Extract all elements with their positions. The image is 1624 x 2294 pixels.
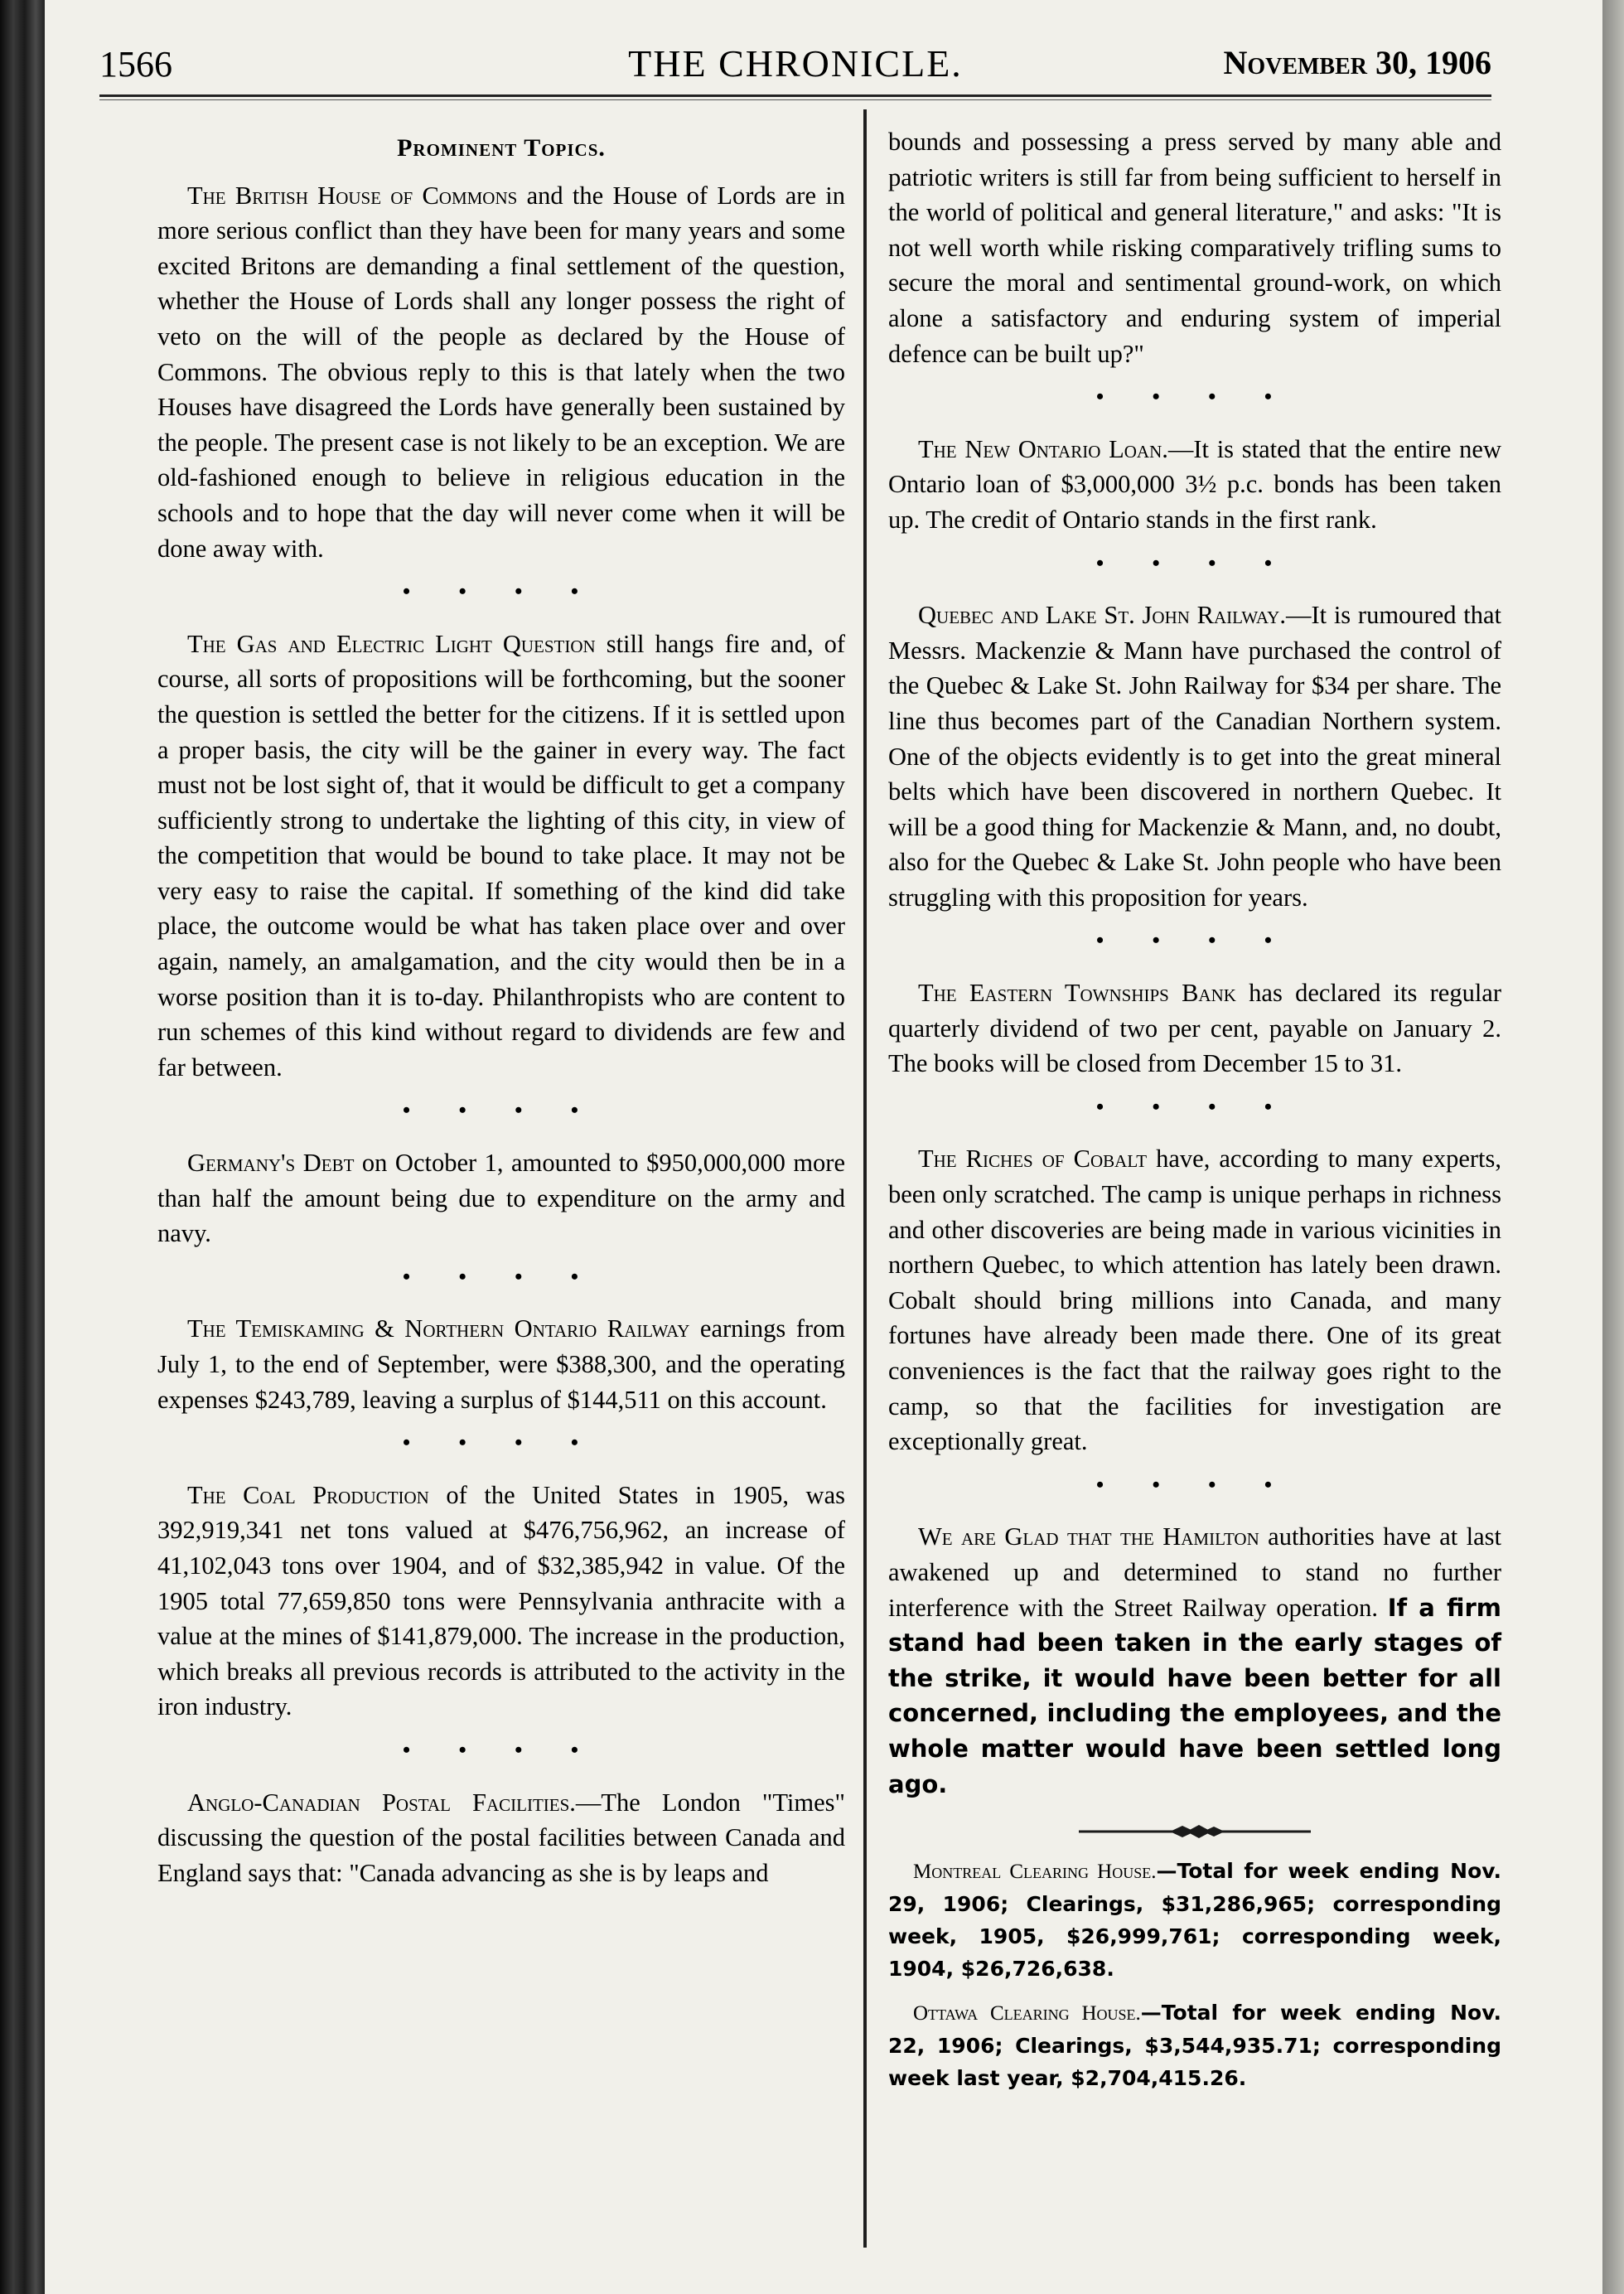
journal-title: THE CHRONICLE. <box>628 42 963 85</box>
article-eastern-townships-bank: The Eastern Townships Bank has declared its regular quarterly dividend of two per cent, payable on January 2. The books will be closed from December 15 to 31. <box>888 979 1502 1078</box>
article-germany-debt: Germany's Debt on October 1, amounted to $950,000,000 more than half the amount being due to expenditure on the army and navy. <box>157 1149 845 1248</box>
separator: • • • • <box>403 1098 600 1123</box>
article-postal-facilities-continued: bounds and possessing a press served by many able and patriotic writers is still far from being sufficient to herself in the world of political and general literature," and asks: "It is not well worth while risking comparatively trifling sums to secure the moral and sentimental ground-work, on which alone a satisfactory and enduring system of imperial defence can be built up?" <box>888 128 1501 368</box>
separator: • • • • <box>1096 1094 1293 1119</box>
article-coal-production: The Coal Production of the United States in 1905, was 392,919,341 net tons valued at $476,756,962, an increase of 41,102,043 tons over 1904, and of $32,385,942 in value. Of the 1905 total 77,659,850 tons were Pennsylvania anthracite with a value at the mines of $141,879,000. The increase in the production, which breaks all previous records is attributed to the activity in the iron industry. <box>157 1480 845 1721</box>
book-binding <box>0 0 45 2294</box>
page-header <box>99 36 1491 94</box>
left-column <box>157 124 845 1890</box>
section-title: Prominent Topics. <box>397 134 606 162</box>
separator: • • • • <box>403 1264 600 1289</box>
article-house-of-commons: The British House of Commons and the House of Lords are in more serious conflict than they have been for many years and some excited Britons are demanding a final settlement of the question, whether the House of Lords shall any longer possess the right of veto on the will of the people as declared by the House of Commons. The obvious reply to this is that lately when the two Houses have disagreed the Lords have generally been sustained by the people. The present case is not likely to be an exception. We are old-fashioned enough to believe in religious education in the schools and to hope that the day will never come when it will be done away with. <box>157 181 845 563</box>
issue-date: November 30, 1906 <box>1223 44 1491 81</box>
header-rule-thin <box>99 99 1491 100</box>
article-hamilton-street-railway: We are Glad that the Hamilton authorities have at last awakened up and determined to stand no further interference with the Street Railway operation. If a firm stand had been taken in the early stages of the strike, it would have been better for all concerned, including the employees, and the whole matter would have been settled long ago. <box>888 1522 1502 1798</box>
separator: • • • • <box>403 1430 600 1455</box>
ottawa-clearing-house: Ottawa Clearing House.—Total for week ending Nov. 22, 1906; Clearings, $3,544,935.71; corresponding week last year, $2,704,415.26. <box>888 2001 1501 2091</box>
montreal-clearing-house: Montreal Clearing House.—Total for week ending Nov. 29, 1906; Clearings, $31,286,965; corresponding week, 1905, $26,999,761; corresponding week, 1904, $26,726,638. <box>888 1859 1501 1982</box>
separator: • • • • <box>403 1737 600 1762</box>
article-quebec-lake-st-john: Quebec and Lake St. John Railway.—It is rumoured that Messrs. Mackenzie & Mann have purchased the control of the Quebec & Lake St. John Railway for $34 per share. The line thus becomes part of the Canadian Northern system. One of the objects evidently is to get into the great mineral belts which have been discovered in northern Quebec. It will be a good thing for Mackenzie & Mann, and, no doubt, also for the Quebec & Lake St. John people who have been struggling with this proposition for years. <box>888 601 1501 912</box>
separator: • • • • <box>1096 385 1293 409</box>
article-riches-of-cobalt: The Riches of Cobalt have, according to many experts, been only scratched. The camp is unique perhaps in richness and other discoveries are being made in various vicinities in northern Quebec, to which attention has lately been drawn. Cobalt should bring millions into Canada, and many fortunes have already been made there. One of its great conveniences is the fact that the railway goes right to the camp, so that the facilities for investigation are exceptionally great. <box>888 1145 1501 1456</box>
page-edge <box>1602 0 1624 2294</box>
ornament-rule <box>1079 1823 1311 1840</box>
article-gas-electric-light: The Gas and Electric Light Question still hangs fire and, of course, all sorts of propositions will be forthcoming, but the sooner the question is settled the better for the citizens. If it is settled upon a proper basis, the city will be the gainer in every way. The fact must not be lost sight of, that it would be difficult to get a company sufficiently strong to undertake the lighting of this city, in view of the competition that would be bound to take place. It may not be very easy to raise the capital. If something of the kind did take place, the outcome would be what has taken place over and over again, namely, an amalgamation, and the city would then be in a worse position than it is to-day. Philanthropists who are content to run schemes of this kind without regard to dividends are few and far between. <box>157 629 845 1082</box>
header-rule <box>99 94 1491 97</box>
column-divider <box>863 109 867 2248</box>
article-temiskaming-railway: The Temiskaming & Northern Ontario Railway earnings from July 1, to the end of September, were $388,300, and the operating expenses $243,789, leaving a surplus of $144,511 on this account. <box>157 1314 845 1414</box>
separator: • • • • <box>1096 1472 1293 1497</box>
article-postal-facilities: Anglo-Canadian Postal Facilities.—The London "Times" discussing the question of the postal facilities between Canada and England says that: "Canada advancing as she is by leaps and <box>157 1788 845 1887</box>
page-number: 1566 <box>99 44 172 85</box>
separator: • • • • <box>403 579 600 604</box>
right-column <box>888 124 1501 2094</box>
separator: • • • • <box>1096 550 1293 575</box>
separator: • • • • <box>1096 928 1293 953</box>
article-ontario-loan: The New Ontario Loan.—It is stated that the entire new Ontario loan of $3,000,000 3½ p.c. bonds has been taken up. The credit of Ontario stands in the first rank. <box>888 434 1501 534</box>
